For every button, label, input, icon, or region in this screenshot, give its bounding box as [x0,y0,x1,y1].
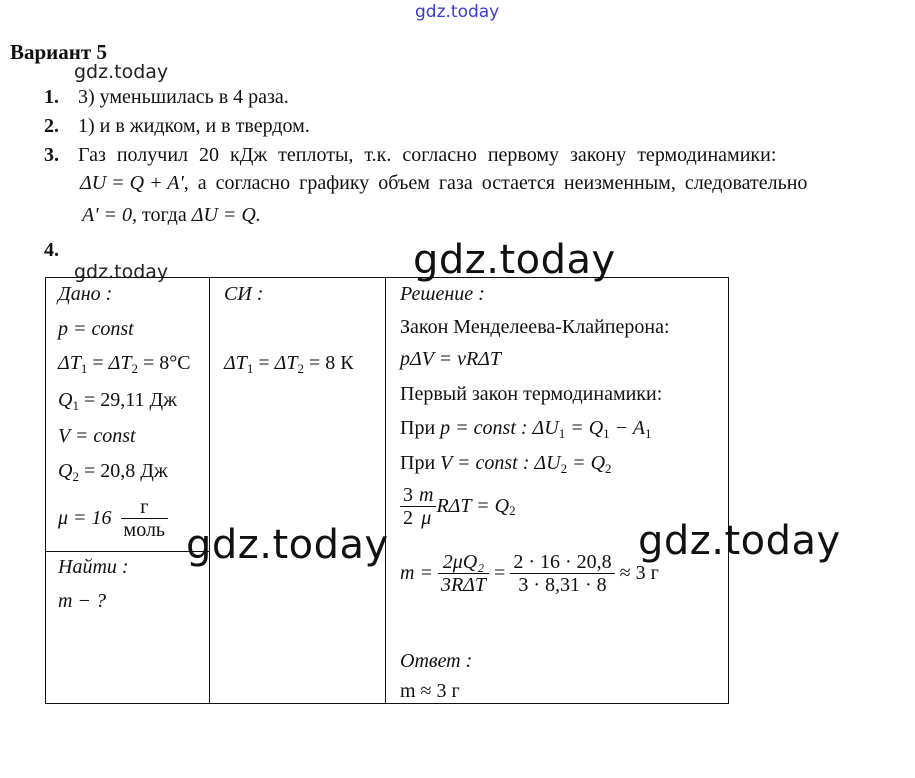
si-delta-t: $\Delta T_1 = \Delta T_2 = 8$ К [224,352,354,376]
formula-du-q: ΔU = Q. [191,204,261,226]
given-q2: $Q_2 = 20,8$ Дж [58,460,168,484]
watermark-small-1: gdz.today [74,61,169,83]
answer-value: m ≈ 3 г [400,680,460,702]
watermark-big-2: gdz.today [186,522,389,568]
answer-3-number: 3. [44,144,59,166]
table-left-border [45,277,46,704]
formula-work-zero: A' = 0 [82,204,132,226]
given-p-const: p = const [58,318,134,340]
si-header: СИ : [224,283,264,305]
answer-1-number: 1. [44,86,59,108]
solution-eq-mendeleev: pΔV = νRΔT [400,348,502,370]
answer-3-line1: Газ получил 20 кДж теплоты, т.к. согласно первому закону термодинамики: [78,144,777,166]
table-divider-1 [209,277,210,704]
page-title: Вариант 5 [10,40,107,64]
answer-1-text: 3) уменьшилась в 4 раза. [78,86,289,108]
given-delta-t: $\Delta T_1 = \Delta T_2 = 8^\circ C$ [58,352,191,376]
find-m: m − ? [58,590,106,612]
solution-law-thermo: Первый закон термодинамики: [400,383,663,405]
answer-3-line3-text: , тогда [132,204,187,226]
given-q1: $Q_1 = 29,11$ Дж [58,389,177,413]
table-bottom-border [45,703,729,704]
answer-2-text: 1) и в жидком, и в твердом. [78,115,310,137]
given-header: Дано : [58,283,113,305]
table-top-border [45,277,729,278]
solution-case-v-const: При V = const : $\Delta U_2 = Q_2$ [400,452,612,476]
watermark-top: gdz.today [415,2,500,22]
answer-3-line3 [82,204,261,227]
table-given-find-divider [45,551,209,552]
answer-3-line2-text: , а согласно графику объем газа остается неизменным, следовательно [183,172,808,194]
given-mu: μ = 16 $\frac{г}{\text{моль}}$ [58,496,168,541]
watermark-big-3: gdz.today [638,518,841,564]
find-header: Найти : [58,556,129,578]
solution-law-mendeleev: Закон Менделеева-Клайперона: [400,316,670,338]
solution-header: Решение : [400,283,485,305]
table-right-border [728,277,729,704]
solution-case-p-const: При p = const : $\Delta U_1 = Q_1 - A_1$ [400,417,652,441]
solution-eq-mass: m = $\frac{\text{2μQ₂}}{\text{3RΔT}}$ = $\frac{2 \cdot 16 \cdot 20,8}{3 \cdot 8,31 \cdot 8}$ ≈ 3 г [400,551,659,596]
answer-2-number: 2. [44,115,59,137]
answer-4-number: 4. [44,239,59,261]
answer-header: Ответ : [400,650,473,672]
watermark-big-1: gdz.today [413,237,616,283]
formula-first-law: ΔU = Q + A' [80,172,184,194]
answer-3-line2 [80,172,807,195]
table-divider-2 [385,277,386,704]
watermark-small-2: gdz.today [74,261,169,283]
solution-eq-heat: $\frac{3}{2}$ $\frac{m}{\mu}$ $R\Delta T = Q_2$ [400,484,516,529]
given-v-const: V = const [58,425,136,447]
